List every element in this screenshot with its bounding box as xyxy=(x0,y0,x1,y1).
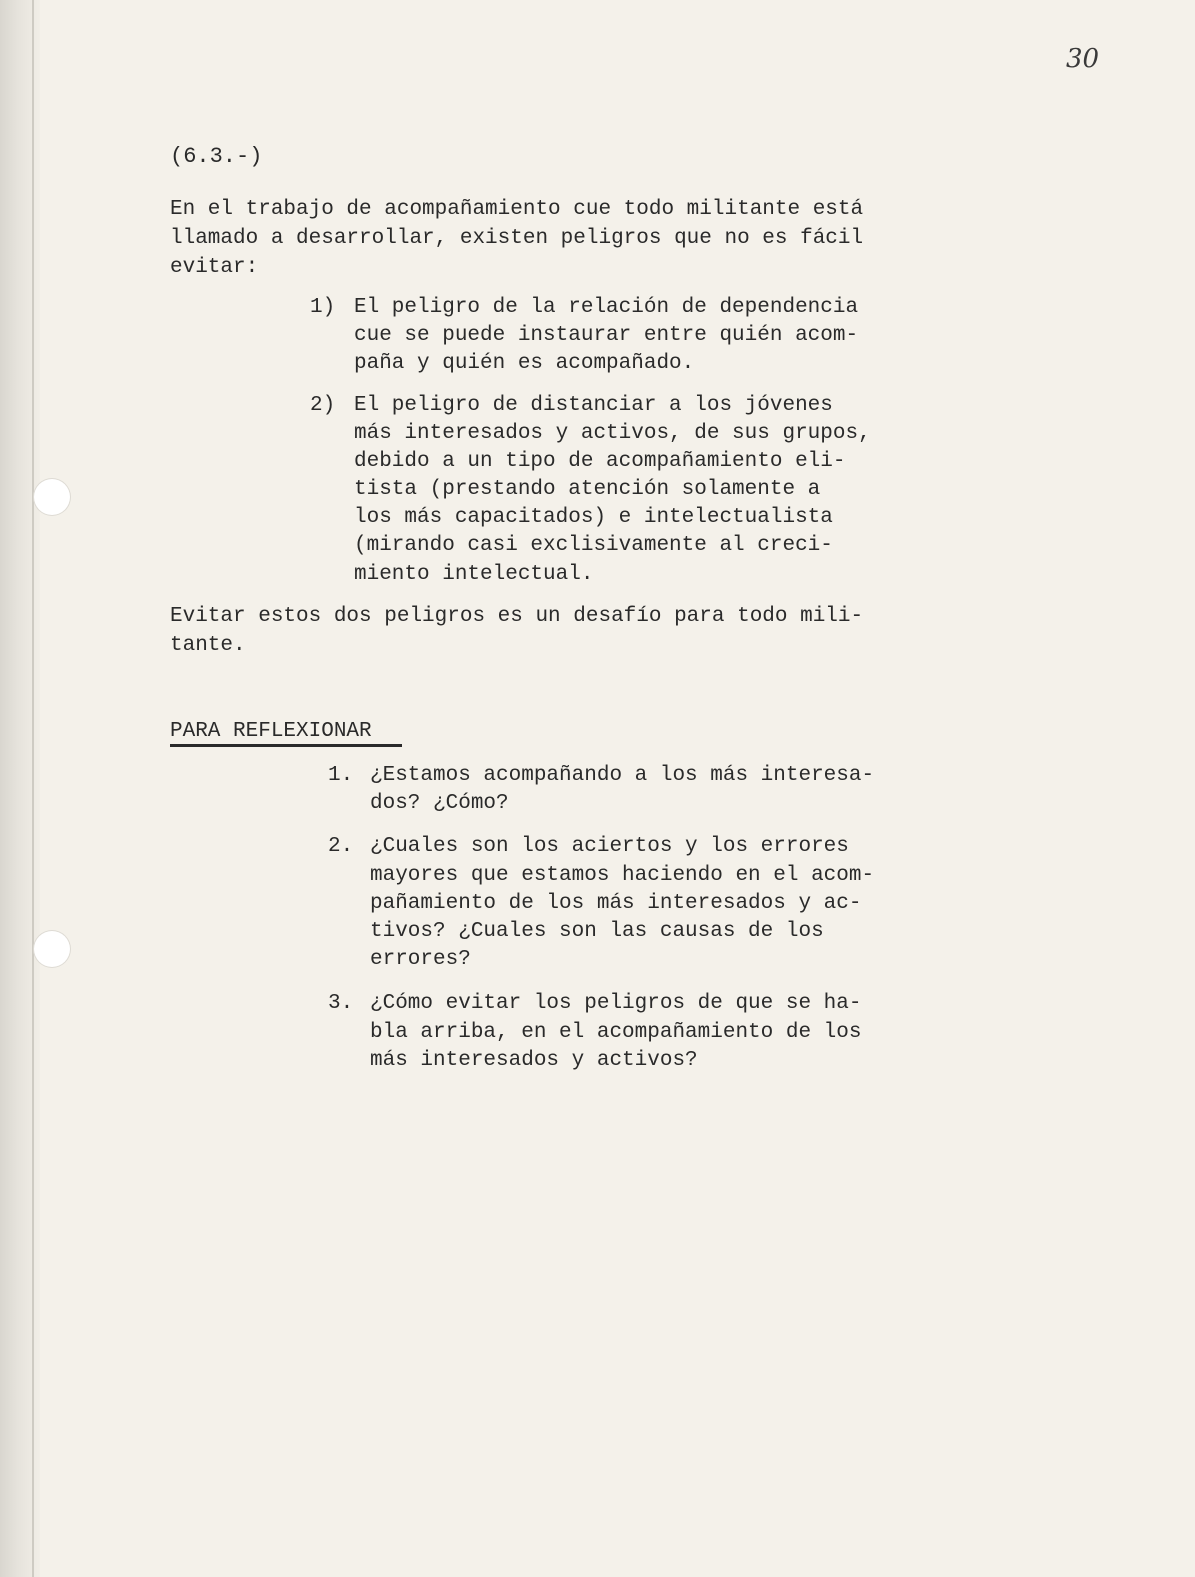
question-line: ¿Estamos acompañando a los más interesa- xyxy=(370,764,875,787)
danger-line: miento intelectual. xyxy=(354,563,594,586)
question-line: más interesados y activos? xyxy=(370,1049,698,1072)
question-line: dos? ¿Cómo? xyxy=(370,792,509,815)
danger-line: (mirando casi exclisivamente al creci- xyxy=(354,534,833,557)
danger-line: tista (prestando atención solamente a xyxy=(354,478,821,501)
closing-line: Evitar estos dos peligros es un desafío para todo mili- xyxy=(170,605,864,628)
danger-line: cue se puede instaurar entre quién acom- xyxy=(354,324,859,347)
danger-line: El peligro de distanciar a los jóvenes xyxy=(354,394,833,417)
danger-line: más interesados y activos, de sus grupos, xyxy=(354,422,871,445)
page-number: 30 xyxy=(1066,44,1100,74)
question-line: errores? xyxy=(370,948,471,971)
section-number: (6.3.-) xyxy=(170,144,263,169)
danger-line: El peligro de la relación de dependencia xyxy=(354,296,859,319)
punch-hole xyxy=(34,931,70,967)
question-line: pañamiento de los más interesados y ac- xyxy=(370,892,862,915)
question-marker: 3. xyxy=(328,992,354,1015)
heading-underline xyxy=(170,744,402,747)
question-line: bla arriba, en el acompañamiento de los xyxy=(370,1021,862,1044)
danger-line: paña y quién es acompañado. xyxy=(354,352,695,375)
question-line: ¿Cuales son los aciertos y los errores xyxy=(370,835,849,858)
danger-marker: 1) xyxy=(310,296,336,319)
question-line: tivos? ¿Cuales son las causas de los xyxy=(370,920,824,943)
reflection-heading: PARA REFLEXIONAR xyxy=(170,720,372,743)
punch-hole xyxy=(34,479,70,515)
danger-line: los más capacitados) e intelectualista xyxy=(354,506,833,529)
question-marker: 2. xyxy=(328,835,354,858)
danger-line: debido a un tipo de acompañamiento eli- xyxy=(354,450,846,473)
question-line: ¿Cómo evitar los peligros de que se ha- xyxy=(370,992,862,1015)
danger-marker: 2) xyxy=(310,394,336,417)
question-line: mayores que estamos haciendo en el acom- xyxy=(370,864,875,887)
page-binding-edge xyxy=(0,0,40,1577)
intro-line: En el trabajo de acompañamiento cue todo militante está xyxy=(170,198,864,221)
intro-line: llamado a desarrollar, existen peligros que no es fácil xyxy=(170,227,864,250)
question-marker: 1. xyxy=(328,764,354,787)
intro-line: evitar: xyxy=(170,256,259,279)
closing-line: tante. xyxy=(170,634,246,657)
